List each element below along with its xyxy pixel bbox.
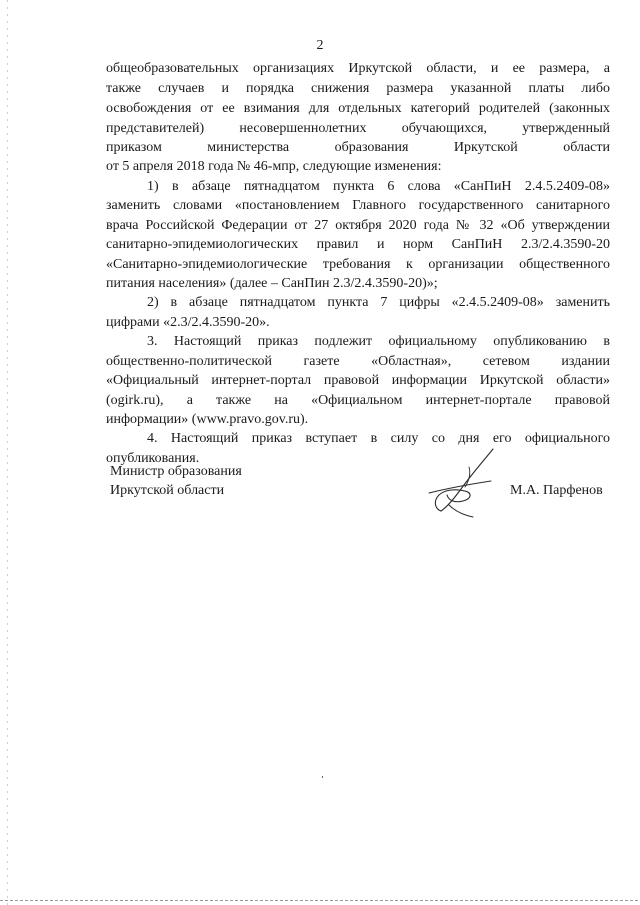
body-line: информации» (www.pravo.gov.ru). [106, 412, 309, 427]
body-line: «Санитарно-эпидемиологические требования к организации общественного [106, 257, 610, 272]
signatory-position-line1: Министр образования [110, 464, 242, 479]
body-line: 3. Настоящий приказ подлежит официальному опубликованию в [147, 334, 610, 349]
scan-edge-bottom [0, 900, 640, 901]
body-line: представителей) несовершеннолетних обучающихся, утвержденный [106, 121, 610, 136]
scan-edge-left [7, 0, 8, 905]
body-line: «Официальный интернет-портал правовой информации Иркутской области» [106, 373, 610, 388]
body-line: цифрами «2.3/2.4.3590-20». [106, 315, 270, 330]
body-line: заменить словами «постановлением Главного государственного санитарного [106, 198, 610, 213]
body-line: также случаев и порядка снижения размера указанной платы либо [106, 81, 610, 96]
scan-speck [322, 776, 323, 778]
body-line: 1) в абзаце пятнадцатом пункта 6 слова «СанПиН 2.4.5.2409-08» [147, 179, 610, 194]
body-line: питания населения» (далее – СанПин 2.3/2.4.3590-20)»; [106, 276, 438, 291]
signatory-name: М.А. Парфенов [510, 483, 603, 498]
body-line: общественно-политической газете «Областная», сетевом издании [106, 354, 610, 369]
body-line: от 5 апреля 2018 года № 46-мпр, следующие изменения: [106, 159, 442, 174]
body-line: 4. Настоящий приказ вступает в силу со дня его официального [147, 431, 610, 446]
body-line: 2) в абзаце пятнадцатом пункта 7 цифры «2.4.5.2409-08» заменить [147, 295, 610, 310]
handwritten-signature [425, 445, 515, 525]
body-line: санитарно-эпидемиологических правил и норм СанПиН 2.3/2.4.3590-20 [106, 237, 610, 252]
page-number: 2 [316, 38, 324, 53]
body-line: опубликования. [106, 451, 200, 466]
body-line: приказом министерства образования Иркутской области [106, 140, 610, 155]
signatory-position-line2: Иркутской области [110, 483, 225, 498]
body-line: (ogirk.ru), а также на «Официальном интернет-портале правовой [106, 393, 610, 408]
body-line: освобождения от ее взимания для отдельных категорий родителей (законных [106, 101, 610, 116]
body-line: врача Российской Федерации от 27 октября 2020 года № 32 «Об утверждении [106, 218, 610, 233]
body-line: общеобразовательных организациях Иркутской области, и ее размера, а [106, 61, 610, 76]
